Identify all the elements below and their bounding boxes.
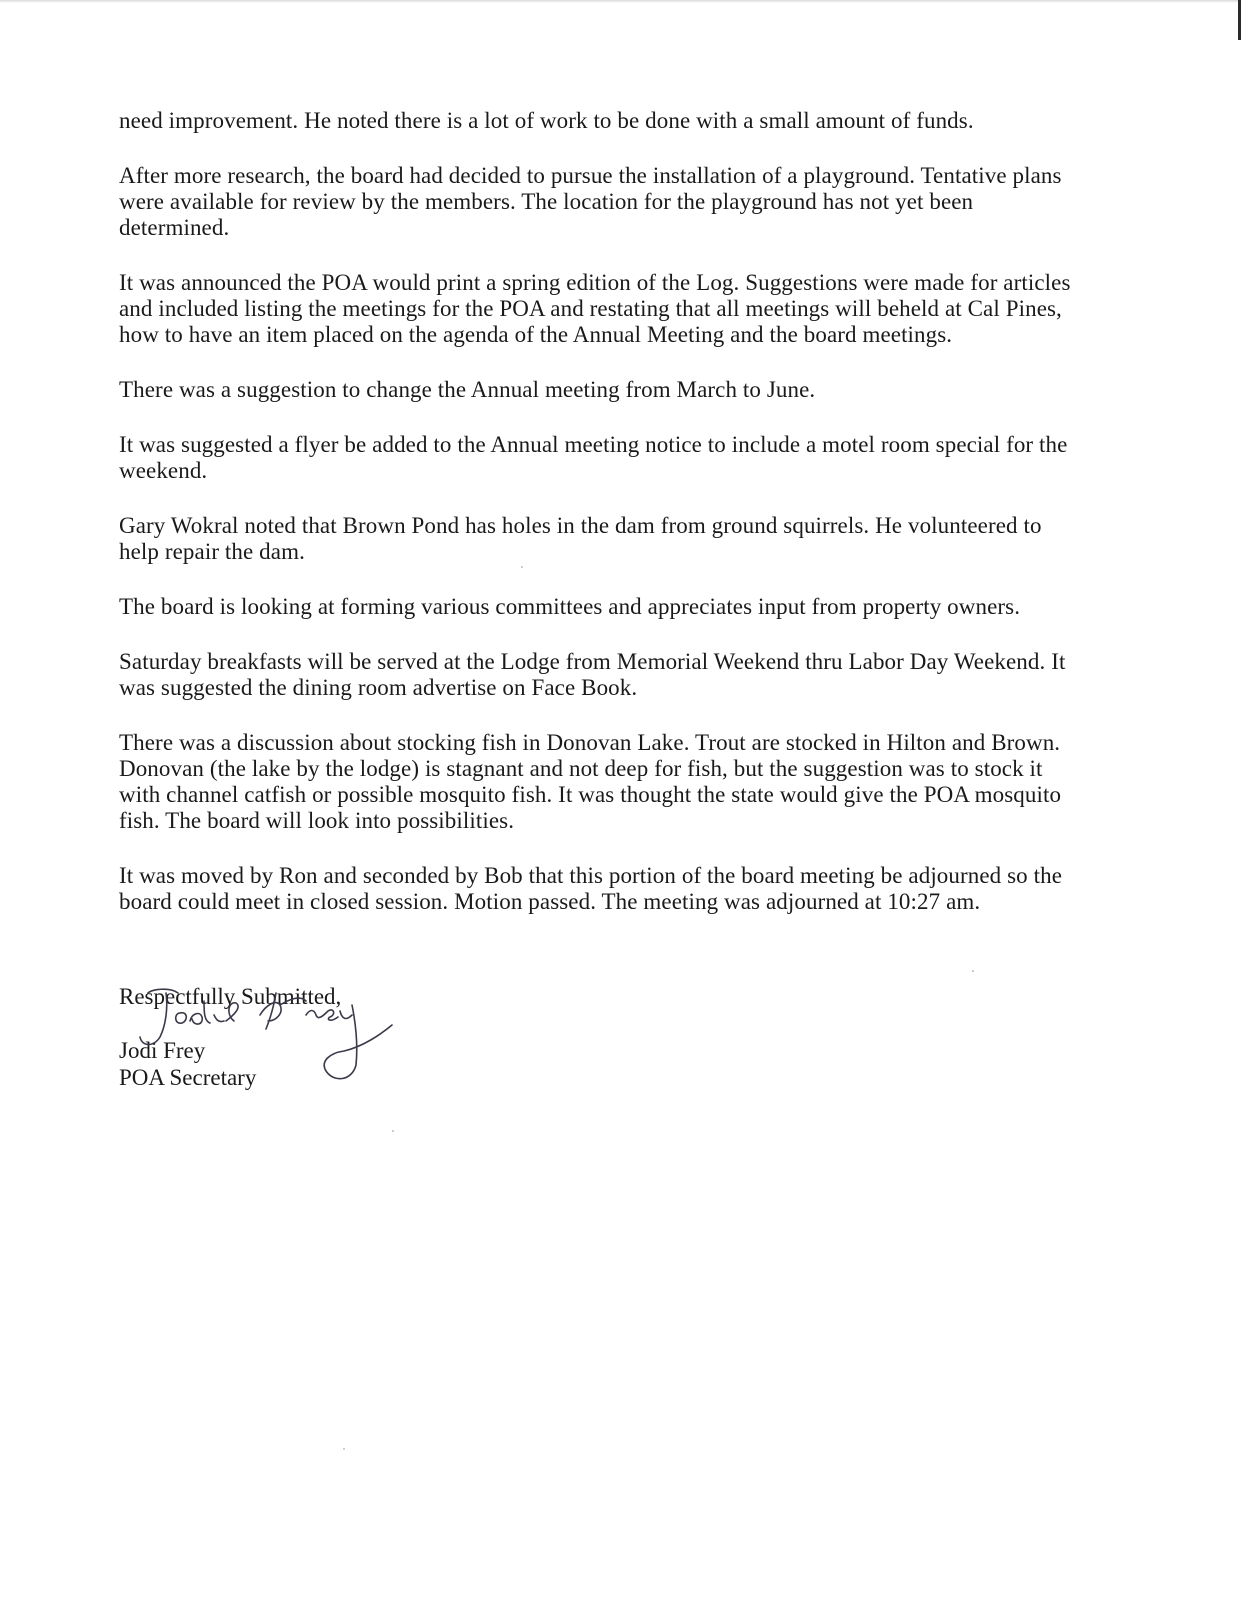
signature-stroke-f [260,993,306,1029]
paragraph-fish-stocking: There was a discussion about stocking fish in Donovan Lake. Trout are stocked in Hilton and Brown. Donovan (the lake by the lodge) is stagnant and not deep for fish, but the suggestion was to stock it with channel catfish or possible mosquito fish. It was thought the state would give the POA mosquito fish. The board will look into possibilities. [119,730,1062,833]
scan-speck [392,1130,394,1132]
signature-stroke-odi [176,1001,224,1024]
closing-title: POA Secretary [119,1065,257,1090]
handwritten-signature [130,985,410,1105]
paragraph-log-edition: It was announced the POA would print a spring edition of the Log. Suggestions were made for articles and included listing the meetings for the POA and restating that all meetings will beheld at Cal Pines, how to have an item placed on the agenda of the Annual Meeting and the board meetings. [119,270,1071,347]
paragraph-flyer: It was suggested a flyer be added to the Annual meeting notice to include a motel room special for the weekend. [119,432,1068,483]
signature-stroke-rey [306,1005,392,1079]
paragraph-playground: After more research, the board had decided to pursue the installation of a playground. Tentative plans were available for review by the members. The location for the playground has not yet been determined. [119,163,1062,240]
closing-salutation: Respectfully Submitted, [119,984,342,1009]
paragraph-breakfasts: Saturday breakfasts will be served at the Lodge from Memorial Weekend thru Labor Day Weekend. It was suggested the dining room advertise on Face Book. [119,649,1066,700]
signature-stroke-j [140,989,178,1044]
minutes-body [119,108,1119,944]
paragraph-brown-pond: Gary Wokral noted that Brown Pond has holes in the dam from ground squirrels. He volunteered to help repair the dam. [119,513,1042,564]
closing-name: Jodi Frey [119,1038,206,1063]
paragraph-adjournment: It was moved by Ron and seconded by Bob that this portion of the board meeting be adjourned so the board could meet in closed session. Motion passed. The meeting was adjourned at 10:27 am. [119,863,1063,914]
scan-edge-top [0,0,1241,3]
paragraph-committees: The board is looking at forming various committees and appreciates input from property owners. [119,594,1021,619]
scan-speck [343,1448,345,1450]
signature-stroke-loop [226,1003,238,1021]
paragraph-annual-meeting-date: There was a suggestion to change the Annual meeting from March to June. [119,377,816,402]
scan-speck [521,566,523,568]
paragraph-funds: need improvement. He noted there is a lot of work to be done with a small amount of funds. [119,108,974,133]
scan-speck [972,970,974,972]
